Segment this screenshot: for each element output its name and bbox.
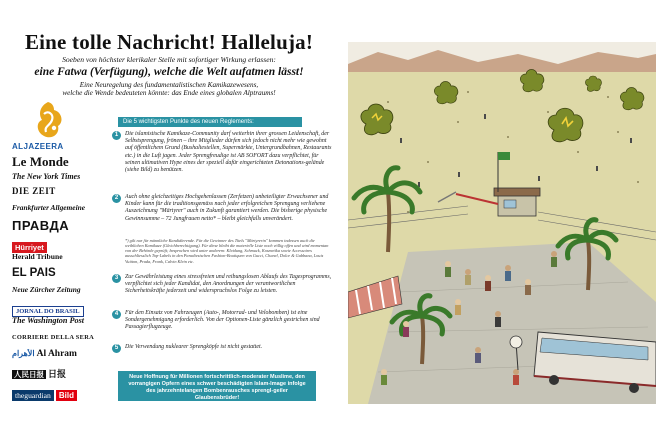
point-text-2: Auch ohne gleichzeitiges Hochgehenlassen (Zerfetzen) unbeteiligter Erwachsener und Kinder kann für die traditionsgemäss nach jeder erfolgreichen Sprengung verliehene Auszeichnung "Märtyrer" auch in Zukunft garantiert werden. Die bisherige physische Gewinnsumme – 72 Jungfrauen netto* – bleibt gleichfalls unverändert.	[125, 194, 329, 222]
person-9	[403, 321, 409, 337]
point-text-4: Für den Einsatz von Fahrzeugen (Auto-, Motorrad- und Velobomben) ist eine Sondergenehmigung erforderlich. Von der Optionen-Liste gänzlich gestrichen sind Passagierflugzeuge.	[125, 310, 320, 331]
subhead-line-4: welche die Wende bedeuteten könnte: das Ende eines globalen Alptraums!	[62, 89, 276, 97]
ahram-logo-arabic: الأهرام	[12, 349, 35, 358]
person-2	[465, 269, 471, 285]
subhead-fatwa: eine Fatwa (Verfügung), welche die Welt aufatmen lässt!	[34, 65, 304, 78]
person-5	[525, 279, 531, 295]
chinese-daily-logo	[12, 367, 96, 380]
person-3	[485, 275, 491, 291]
corriere-logo: CORRIERE DELLA SERA	[12, 334, 95, 341]
point-text-3: Zur Gewährleistung eines stressfreien und reibungslosen Ablaufs des Tagesprogramms, verpflichtet sich jeder Kandidat, den Anordnungen der verantwortlichen Sicherheitskräfte jederzeit und widerspruchslos Folge zu leisten.	[125, 274, 332, 295]
newspaper-logos	[12, 100, 96, 405]
detonation-ground-cartoon	[348, 42, 656, 404]
subhead-line-1: Soeben von höchster klerikaler Stelle mit sofortiger Wirkung erlassen:	[62, 55, 276, 64]
headline: Eine tolle Nachricht! Halleluja!	[24, 30, 314, 54]
washington-post-logo: The Washington Post	[12, 316, 85, 325]
faz-logo: Frankfurter Allgemeine	[12, 203, 86, 212]
nzz-logo: Neue Zürcher Zeitung	[12, 285, 81, 294]
lemonde-logo: Le Monde	[12, 154, 69, 169]
elpais-logo: EL PAÍS	[12, 267, 56, 279]
regulation-points	[112, 114, 334, 376]
person-11	[381, 369, 387, 385]
person-4	[505, 265, 511, 281]
points-header: Die 5 wichtigsten Punkte des neuen Reglements:	[118, 117, 302, 127]
person-7	[455, 299, 461, 315]
person-12	[513, 369, 519, 385]
aljazeera-logo: ALJAZEERA	[12, 142, 64, 151]
footnote: *) gilt nur für männliche Kandidierende. Für die Gewinner des Titels "Märtyrerin" kommen indessen auch die weiblichen Kamikaze (Gleichberechtigung). Für diese bleibt die materielle Liste noch völlig offen und wird momentan von der Behörde geprüft; besprochen wird unter anderem: Kleidung, Schmuck, Kosmetika sowie Accessoires ausschliesslich Top-Labels in den Paradiesischen Fashion-Boutiquen von Gucci, Chanel, Dolce & Gabbana, Louis Vuitton, Prada, Frank, Calvin Klein etc.	[125, 238, 329, 264]
point-number-3: 3	[112, 274, 121, 283]
hope-banner: Neue Hoffnung für Millionen fortschrittlich-moderater Muslime, den vorrangigen Opfern eines schwer beschädigten Islam-Image infolge des jahrzehntelangen Bombenrausches sprengl-geiler Glaubensbrüder!	[118, 371, 316, 401]
point-number-1: 1	[112, 131, 121, 140]
person-1	[445, 261, 451, 277]
jdb-logo-text: JORNAL DO BRASIL	[12, 306, 84, 317]
point-number-2: 2	[112, 194, 121, 203]
point-number-5: 5	[112, 344, 121, 353]
cartoon-illustration	[348, 42, 656, 404]
point-number-4: 4	[112, 310, 121, 319]
guardian-bild-logos	[12, 385, 96, 403]
pravda-logo: ПРАВДА	[12, 218, 70, 233]
person-6	[551, 251, 557, 267]
subheadline	[8, 56, 330, 97]
person-10	[475, 347, 481, 363]
aljazeera-logo-icon	[30, 100, 66, 140]
subhead-line-3: Eine Neuregelung des fundamentalistischen Kamikazewesens,	[79, 80, 259, 89]
bild-logo: Bild	[56, 390, 77, 401]
ahram-logo	[12, 349, 96, 359]
point-text-5: Die Verwendung nuklearer Sprengköpfe ist nicht gestattet.	[125, 344, 263, 350]
hurriyet-logo-text: Hürriyet	[12, 242, 47, 253]
person-8	[495, 311, 501, 327]
zeit-logo: DIE ZEIT	[12, 186, 56, 196]
nyt-logo: The New York Times	[12, 172, 81, 181]
guardian-logo: theguardian	[12, 390, 54, 401]
iht-logo: Herald Tribune	[12, 252, 63, 261]
point-text-1: Die islamistische Kamikaze-Community darf weiterhin ihrer grossen Leidenschaft, der Selbstsprengung, frönen – ihre Mitglieder dürfen sich jedoch nicht mehr wie gewohnt auf öffentlichem Grund (Bushaltestellen, Supermärkte, Untergrundbahnen, Restaurants etc.) in die Luft jagen. Jeder Sprengfreudige ist AB SOFORT dazu verpflichtet, für seinen ultimativen Hype eines der speziell dafür eingerichteten Detonations-gelände (siehe Bild) zu benützen.	[125, 131, 332, 174]
chinese-logo-text: 日报	[48, 370, 67, 380]
ahram-logo-latin: Al Ahram	[36, 349, 77, 359]
chinese-logo-cn: 人民日报	[14, 370, 44, 379]
